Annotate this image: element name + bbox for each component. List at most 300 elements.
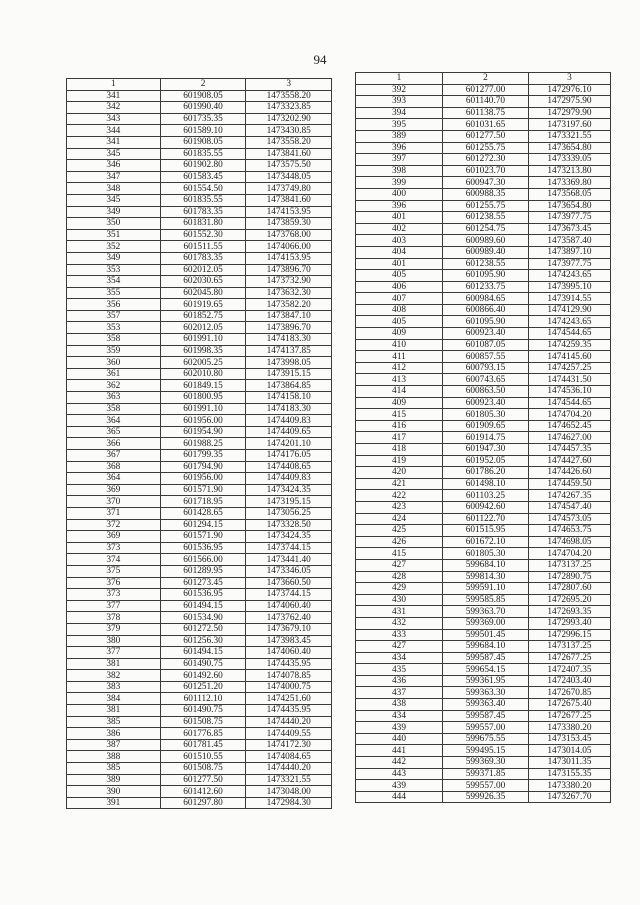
y-coordinate-cell: 1473847.10 [246,310,332,322]
table-row [67,751,332,763]
table-row [356,420,611,432]
table-row [67,357,332,369]
table-row [356,757,611,769]
point-number-cell: 353 [67,322,161,334]
x-coordinate-cell: 601805.30 [443,409,529,421]
table-row [356,351,611,363]
table-row [356,386,611,398]
point-number-cell: 416 [356,420,443,432]
table-row [356,246,611,258]
point-number-cell: 409 [356,397,443,409]
table-row [67,763,332,775]
point-number-cell: 358 [67,334,161,346]
point-number-cell: 381 [67,705,161,717]
point-number-cell: 374 [67,554,161,566]
x-coordinate-cell: 601991.10 [160,403,246,415]
point-number-cell: 345 [67,194,161,206]
y-coordinate-cell: 1474409.55 [246,728,332,740]
point-number-cell: 388 [67,751,161,763]
x-coordinate-cell: 601956.00 [160,473,246,485]
y-coordinate-cell: 1473328.50 [246,519,332,531]
y-coordinate-cell: 1472677.25 [529,652,611,664]
y-coordinate-cell: 1474459.50 [529,478,611,490]
table-row [67,600,332,612]
x-coordinate-cell: 600942.60 [443,501,529,513]
point-number-cell: 349 [67,252,161,264]
table-row [67,658,332,670]
point-number-cell: 417 [356,432,443,444]
point-number-cell: 365 [67,426,161,438]
point-number-cell: 431 [356,606,443,618]
x-coordinate-cell: 601508.75 [160,716,246,728]
point-number-cell: 440 [356,733,443,745]
table-row [356,304,611,316]
table-row [356,722,611,734]
x-coordinate-cell: 601238.55 [443,212,529,224]
x-coordinate-cell: 601908.05 [160,136,246,148]
y-coordinate-cell: 1473448.05 [246,171,332,183]
table-row [356,501,611,513]
x-coordinate-cell: 601589.10 [160,125,246,137]
table-row [356,444,611,456]
x-coordinate-cell: 601781.45 [160,739,246,751]
table-row [356,212,611,224]
point-number-cell: 402 [356,223,443,235]
y-coordinate-cell: 1473267.70 [529,791,611,803]
y-coordinate-cell: 1473841.60 [246,194,332,206]
point-number-cell: 361 [67,368,161,380]
point-number-cell: 407 [356,293,443,305]
y-coordinate-cell: 1473424.35 [246,484,332,496]
table-row [67,252,332,264]
point-number-cell: 373 [67,542,161,554]
x-coordinate-cell: 601794.90 [160,461,246,473]
y-coordinate-cell: 1474426.60 [529,467,611,479]
table-row [356,652,611,664]
point-number-cell: 371 [67,507,161,519]
y-coordinate-cell: 1474078.85 [246,670,332,682]
y-coordinate-cell: 1473679.10 [246,623,332,635]
table-row [356,617,611,629]
x-coordinate-cell: 601783.35 [160,252,246,264]
point-number-cell: 434 [356,710,443,722]
y-coordinate-cell: 1473380.20 [529,780,611,792]
y-coordinate-cell: 1474627.00 [529,432,611,444]
table-row [356,362,611,374]
point-number-cell: 360 [67,357,161,369]
y-coordinate-cell: 1473654.80 [529,200,611,212]
point-number-cell: 352 [67,241,161,253]
x-coordinate-cell: 601251.20 [160,681,246,693]
x-coordinate-cell: 600988.35 [443,188,529,200]
x-coordinate-cell: 600863.50 [443,386,529,398]
x-coordinate-cell: 601294.15 [160,519,246,531]
y-coordinate-cell: 1472890.75 [529,571,611,583]
point-number-cell: 401 [356,212,443,224]
table-row [67,102,332,114]
table-row [67,264,332,276]
x-coordinate-cell: 601087.05 [443,339,529,351]
y-coordinate-cell: 1473014.05 [529,745,611,757]
x-coordinate-cell: 602005.25 [160,357,246,369]
x-coordinate-cell: 601534.90 [160,612,246,624]
point-number-cell: 444 [356,791,443,803]
y-coordinate-cell: 1473213.80 [529,165,611,177]
x-coordinate-cell: 601511.55 [160,241,246,253]
point-number-cell: 386 [67,728,161,740]
x-coordinate-cell: 601735.35 [160,113,246,125]
x-coordinate-cell: 599371.85 [443,768,529,780]
table-row [67,797,332,809]
y-coordinate-cell: 1473155.35 [529,768,611,780]
column-header: 1 [356,73,443,85]
point-number-cell: 393 [356,96,443,108]
x-coordinate-cell: 600743.65 [443,374,529,386]
point-number-cell: 376 [67,577,161,589]
table-row [67,705,332,717]
point-number-cell: 434 [356,652,443,664]
y-coordinate-cell: 1474201.10 [246,438,332,450]
table-row [356,745,611,757]
table-row [67,415,332,427]
y-coordinate-cell: 1472975.90 [529,96,611,108]
point-number-cell: 403 [356,235,443,247]
x-coordinate-cell: 599587.45 [443,652,529,664]
y-coordinate-cell: 1473575.50 [246,160,332,172]
y-coordinate-cell: 1472976.10 [529,84,611,96]
point-number-cell: 345 [67,148,161,160]
point-number-cell: 389 [67,774,161,786]
point-number-cell: 422 [356,490,443,502]
point-number-cell: 383 [67,681,161,693]
x-coordinate-cell: 600866.40 [443,304,529,316]
point-number-cell: 364 [67,473,161,485]
x-coordinate-cell: 601571.90 [160,484,246,496]
y-coordinate-cell: 1473632.30 [246,287,332,299]
point-number-cell: 353 [67,264,161,276]
y-coordinate-cell: 1473321.55 [529,130,611,142]
point-number-cell: 378 [67,612,161,624]
x-coordinate-cell: 601272.30 [443,154,529,166]
x-coordinate-cell: 601954.90 [160,426,246,438]
y-coordinate-cell: 1473915.15 [246,368,332,380]
table-row [67,450,332,462]
y-coordinate-cell: 1474547.40 [529,501,611,513]
table-row [356,270,611,282]
y-coordinate-cell: 1474145.60 [529,351,611,363]
table-row [356,165,611,177]
x-coordinate-cell: 601835.55 [160,148,246,160]
y-coordinate-cell: 1474137.85 [246,345,332,357]
table-row [67,310,332,322]
y-coordinate-cell: 1473369.80 [529,177,611,189]
point-number-cell: 398 [356,165,443,177]
x-coordinate-cell: 601554.50 [160,183,246,195]
y-coordinate-cell: 1473430.85 [246,125,332,137]
point-number-cell: 409 [356,328,443,340]
x-coordinate-cell: 600947.30 [443,177,529,189]
y-coordinate-cell: 1473977.75 [529,258,611,270]
x-coordinate-cell: 601494.15 [160,600,246,612]
table-row [356,606,611,618]
table-row [67,113,332,125]
x-coordinate-cell: 601909.65 [443,420,529,432]
point-number-cell: 355 [67,287,161,299]
table-header-row [67,79,332,91]
table-row [356,142,611,154]
y-coordinate-cell: 1474259.35 [529,339,611,351]
x-coordinate-cell: 601988.25 [160,438,246,450]
point-number-cell: 432 [356,617,443,629]
y-coordinate-cell: 1474409.83 [246,415,332,427]
y-coordinate-cell: 1473841.60 [246,148,332,160]
x-coordinate-cell: 599654.15 [443,664,529,676]
x-coordinate-cell: 601718.95 [160,496,246,508]
y-coordinate-cell: 1474000.75 [246,681,332,693]
x-coordinate-cell: 599557.00 [443,780,529,792]
point-number-cell: 433 [356,629,443,641]
point-number-cell: 400 [356,188,443,200]
table-row [67,438,332,450]
table-row [356,780,611,792]
y-coordinate-cell: 1473568.05 [529,188,611,200]
x-coordinate-cell: 601412.60 [160,786,246,798]
y-coordinate-cell: 1473998.05 [246,357,332,369]
column-header: 3 [246,79,332,91]
x-coordinate-cell: 601140.70 [443,96,529,108]
point-number-cell: 396 [356,142,443,154]
table-row [67,136,332,148]
x-coordinate-cell: 601254.75 [443,223,529,235]
table-row [67,206,332,218]
y-coordinate-cell: 1474183.30 [246,403,332,415]
y-coordinate-cell: 1472693.35 [529,606,611,618]
table-row [356,641,611,653]
x-coordinate-cell: 600989.40 [443,246,529,258]
table-row [356,548,611,560]
x-coordinate-cell: 599926.35 [443,791,529,803]
table-row [356,559,611,571]
table-row [356,409,611,421]
point-number-cell: 369 [67,531,161,543]
x-coordinate-cell: 599587.45 [443,710,529,722]
y-coordinate-cell: 1474536.10 [529,386,611,398]
point-number-cell: 429 [356,583,443,595]
y-coordinate-cell: 1472996.15 [529,629,611,641]
y-coordinate-cell: 1473762.40 [246,612,332,624]
x-coordinate-cell: 601272.50 [160,623,246,635]
point-number-cell: 348 [67,183,161,195]
x-coordinate-cell: 602010.80 [160,368,246,380]
table-row [67,693,332,705]
point-number-cell: 363 [67,392,161,404]
y-coordinate-cell: 1474698.05 [529,536,611,548]
table-row [67,345,332,357]
table-row [356,107,611,119]
x-coordinate-cell: 599591.10 [443,583,529,595]
point-number-cell: 399 [356,177,443,189]
point-number-cell: 435 [356,664,443,676]
point-number-cell: 351 [67,229,161,241]
x-coordinate-cell: 601023.70 [443,165,529,177]
x-coordinate-cell: 599361.95 [443,675,529,687]
x-coordinate-cell: 600793.15 [443,362,529,374]
point-number-cell: 391 [67,797,161,809]
table-row [67,612,332,624]
y-coordinate-cell: 1473558.20 [246,136,332,148]
y-coordinate-cell: 1474435.95 [246,658,332,670]
point-number-cell: 438 [356,699,443,711]
x-coordinate-cell: 601095.90 [443,316,529,328]
table-row [356,96,611,108]
y-coordinate-cell: 1473749.80 [246,183,332,195]
point-number-cell: 443 [356,768,443,780]
x-coordinate-cell: 601515.95 [443,525,529,537]
y-coordinate-cell: 1473587.40 [529,235,611,247]
x-coordinate-cell: 601095.90 [443,270,529,282]
x-coordinate-cell: 601566.00 [160,554,246,566]
x-coordinate-cell: 601508.75 [160,763,246,775]
y-coordinate-cell: 1474457.35 [529,444,611,456]
point-number-cell: 350 [67,218,161,230]
table-row [356,513,611,525]
x-coordinate-cell: 600857.55 [443,351,529,363]
x-coordinate-cell: 601103.25 [443,490,529,502]
table-row [356,339,611,351]
table-row [356,119,611,131]
point-number-cell: 405 [356,316,443,328]
table-row [67,287,332,299]
point-number-cell: 373 [67,589,161,601]
point-number-cell: 392 [356,84,443,96]
table-row [356,710,611,722]
x-coordinate-cell: 601835.55 [160,194,246,206]
x-coordinate-cell: 601783.35 [160,206,246,218]
y-coordinate-cell: 1473346.05 [246,565,332,577]
y-coordinate-cell: 1474060.40 [246,600,332,612]
y-coordinate-cell: 1474243.65 [529,316,611,328]
x-coordinate-cell: 599363.40 [443,699,529,711]
point-number-cell: 441 [356,745,443,757]
point-number-cell: 384 [67,693,161,705]
point-number-cell: 349 [67,206,161,218]
point-number-cell: 389 [356,130,443,142]
y-coordinate-cell: 1473195.15 [246,496,332,508]
page-number: 94 [313,52,327,67]
point-number-cell: 342 [67,102,161,114]
table-row [67,635,332,647]
table-row [67,716,332,728]
table-row [67,507,332,519]
point-number-cell: 423 [356,501,443,513]
point-number-cell: 362 [67,380,161,392]
y-coordinate-cell: 1472670.85 [529,687,611,699]
table-row [356,84,611,96]
point-number-cell: 425 [356,525,443,537]
table-row [67,496,332,508]
table-row [67,728,332,740]
y-coordinate-cell: 1473977.75 [529,212,611,224]
x-coordinate-cell: 599369.00 [443,617,529,629]
table-header-row [356,73,611,85]
table-row [67,322,332,334]
point-number-cell: 387 [67,739,161,751]
y-coordinate-cell: 1474158.10 [246,392,332,404]
table-row [356,664,611,676]
table-row [356,432,611,444]
x-coordinate-cell: 601297.80 [160,797,246,809]
x-coordinate-cell: 601138.75 [443,107,529,119]
y-coordinate-cell: 1473914.55 [529,293,611,305]
table-row [356,316,611,328]
x-coordinate-cell: 601800.95 [160,392,246,404]
x-coordinate-cell: 599557.00 [443,722,529,734]
x-coordinate-cell: 601536.95 [160,589,246,601]
point-number-cell: 411 [356,351,443,363]
y-coordinate-cell: 1472675.40 [529,699,611,711]
table-row [356,699,611,711]
table-row [356,397,611,409]
x-coordinate-cell: 601492.60 [160,670,246,682]
point-number-cell: 346 [67,160,161,172]
x-coordinate-cell: 601998.35 [160,345,246,357]
table-row [356,594,611,606]
y-coordinate-cell: 1474257.25 [529,362,611,374]
column-header: 2 [443,73,529,85]
y-coordinate-cell: 1472403.40 [529,675,611,687]
x-coordinate-cell: 599501.45 [443,629,529,641]
point-number-cell: 436 [356,675,443,687]
x-coordinate-cell: 601852.75 [160,310,246,322]
x-coordinate-cell: 601498.10 [443,478,529,490]
y-coordinate-cell: 1474409.83 [246,473,332,485]
y-coordinate-cell: 1472993.40 [529,617,611,629]
table-row [67,519,332,531]
table-row [356,188,611,200]
table-row [356,293,611,305]
y-coordinate-cell: 1473380.20 [529,722,611,734]
table-row [356,223,611,235]
x-coordinate-cell: 601536.95 [160,542,246,554]
x-coordinate-cell: 601776.85 [160,728,246,740]
x-coordinate-cell: 601490.75 [160,705,246,717]
table-row [356,571,611,583]
table-row [356,525,611,537]
y-coordinate-cell: 1474704.20 [529,548,611,560]
y-coordinate-cell: 1474652.45 [529,420,611,432]
x-coordinate-cell: 599675.55 [443,733,529,745]
table-row [67,473,332,485]
table-row [356,675,611,687]
table-row [67,647,332,659]
table-row [67,531,332,543]
table-row [67,681,332,693]
x-coordinate-cell: 601805.30 [443,548,529,560]
y-coordinate-cell: 1472407.35 [529,664,611,676]
y-coordinate-cell: 1474435.95 [246,705,332,717]
point-number-cell: 356 [67,299,161,311]
x-coordinate-cell: 601919.65 [160,299,246,311]
point-number-cell: 410 [356,339,443,351]
table-row [67,739,332,751]
x-coordinate-cell: 601490.75 [160,658,246,670]
y-coordinate-cell: 1474172.30 [246,739,332,751]
y-coordinate-cell: 1474431.50 [529,374,611,386]
table-row [67,542,332,554]
table-row [356,130,611,142]
x-coordinate-cell: 601122.70 [443,513,529,525]
point-number-cell: 412 [356,362,443,374]
